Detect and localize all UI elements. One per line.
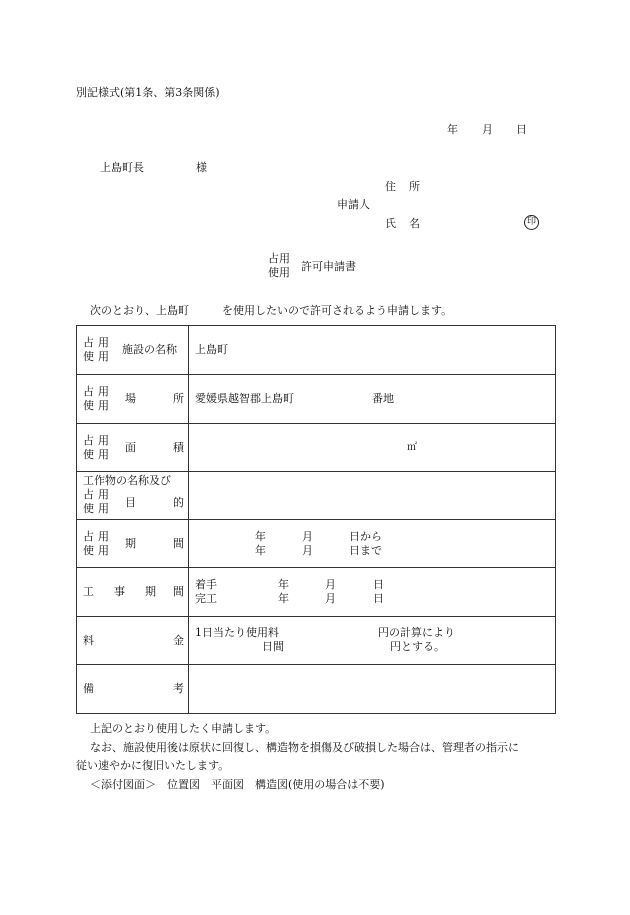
location-address: 愛媛県越智郡上島町 <box>195 392 294 405</box>
area-label-cell: 占用 使用 面 積 <box>77 424 189 472</box>
addressee-name: 上島町長 <box>100 161 144 174</box>
area-unit: ㎡ <box>407 442 417 453</box>
location-suffix: 番地 <box>372 392 394 405</box>
row-location <box>77 375 556 424</box>
name-label-2: 名 <box>409 217 420 230</box>
period-label-cell: 占用 使用 期 間 <box>77 520 189 568</box>
remarks-value-cell <box>189 665 556 714</box>
period-value-cell: 年 月 日から 年 月 日まで <box>189 520 556 568</box>
area-value-cell <box>189 424 556 472</box>
facility-value: 上島町 <box>195 343 228 356</box>
row-purpose <box>77 472 556 520</box>
application-table <box>76 325 556 714</box>
construction-label-cell: 工 事 期 間 <box>77 568 189 617</box>
fee-label-cell: 料 金 <box>77 617 189 665</box>
title-options: 占用 使用 <box>268 252 290 279</box>
purpose-value-cell <box>189 472 556 520</box>
date-year: 年 <box>447 123 458 136</box>
applicant-label: 申請人 <box>337 198 370 211</box>
purpose-label-cell: 工作物の名称及び 占用 使用 目 的 <box>77 472 189 520</box>
location-value-cell <box>189 375 556 424</box>
addressee-honorific: 様 <box>196 161 207 174</box>
address-label-2: 所 <box>409 180 420 193</box>
date-month: 月 <box>482 123 493 136</box>
location-label-cell: 占用 使用 場 所 <box>77 375 189 424</box>
remarks-label-cell: 備 考 <box>77 665 189 714</box>
row-construction <box>77 568 556 617</box>
closing-line-2: なお、施設使用後は原状に回復し、構造物を損傷及び破損した場合は、管理者の指示に <box>90 741 519 754</box>
title-main: 許可申請書 <box>301 260 356 273</box>
address-label-1: 住 <box>385 180 396 193</box>
row-facility <box>77 326 556 375</box>
facility-value-cell <box>189 326 556 375</box>
fee-value-cell: 1日当たり使用料 円の計算により 日間 円とする。 <box>189 617 556 665</box>
name-label-1: 氏 <box>385 217 396 230</box>
construction-value-cell: 着手 年 月 日 完工 年 月 日 <box>189 568 556 617</box>
facility-label-cell: 占用 使用 施設の名称 <box>77 326 189 375</box>
closing-line-3: 従い速やかに復旧いたします。 <box>76 759 230 772</box>
seal-mark: 印 <box>524 215 539 230</box>
date-day: 日 <box>516 123 527 136</box>
attachments-line: ＜添付図面＞ 位置図 平面図 構造図(使用の場合は不要) <box>90 778 385 791</box>
row-period <box>77 520 556 568</box>
row-area <box>77 424 556 472</box>
closing-line-1: 上記のとおり使用したく申請します。 <box>90 722 277 735</box>
form-style-label: 別記様式(第1条、第3条関係) <box>76 86 220 99</box>
row-fee <box>77 617 556 665</box>
intro-text: 次のとおり、上島町 を使用したいので許可されるよう申請します。 <box>90 304 453 317</box>
facility-label: 施設の名称 <box>122 343 177 356</box>
row-remarks <box>77 665 556 714</box>
